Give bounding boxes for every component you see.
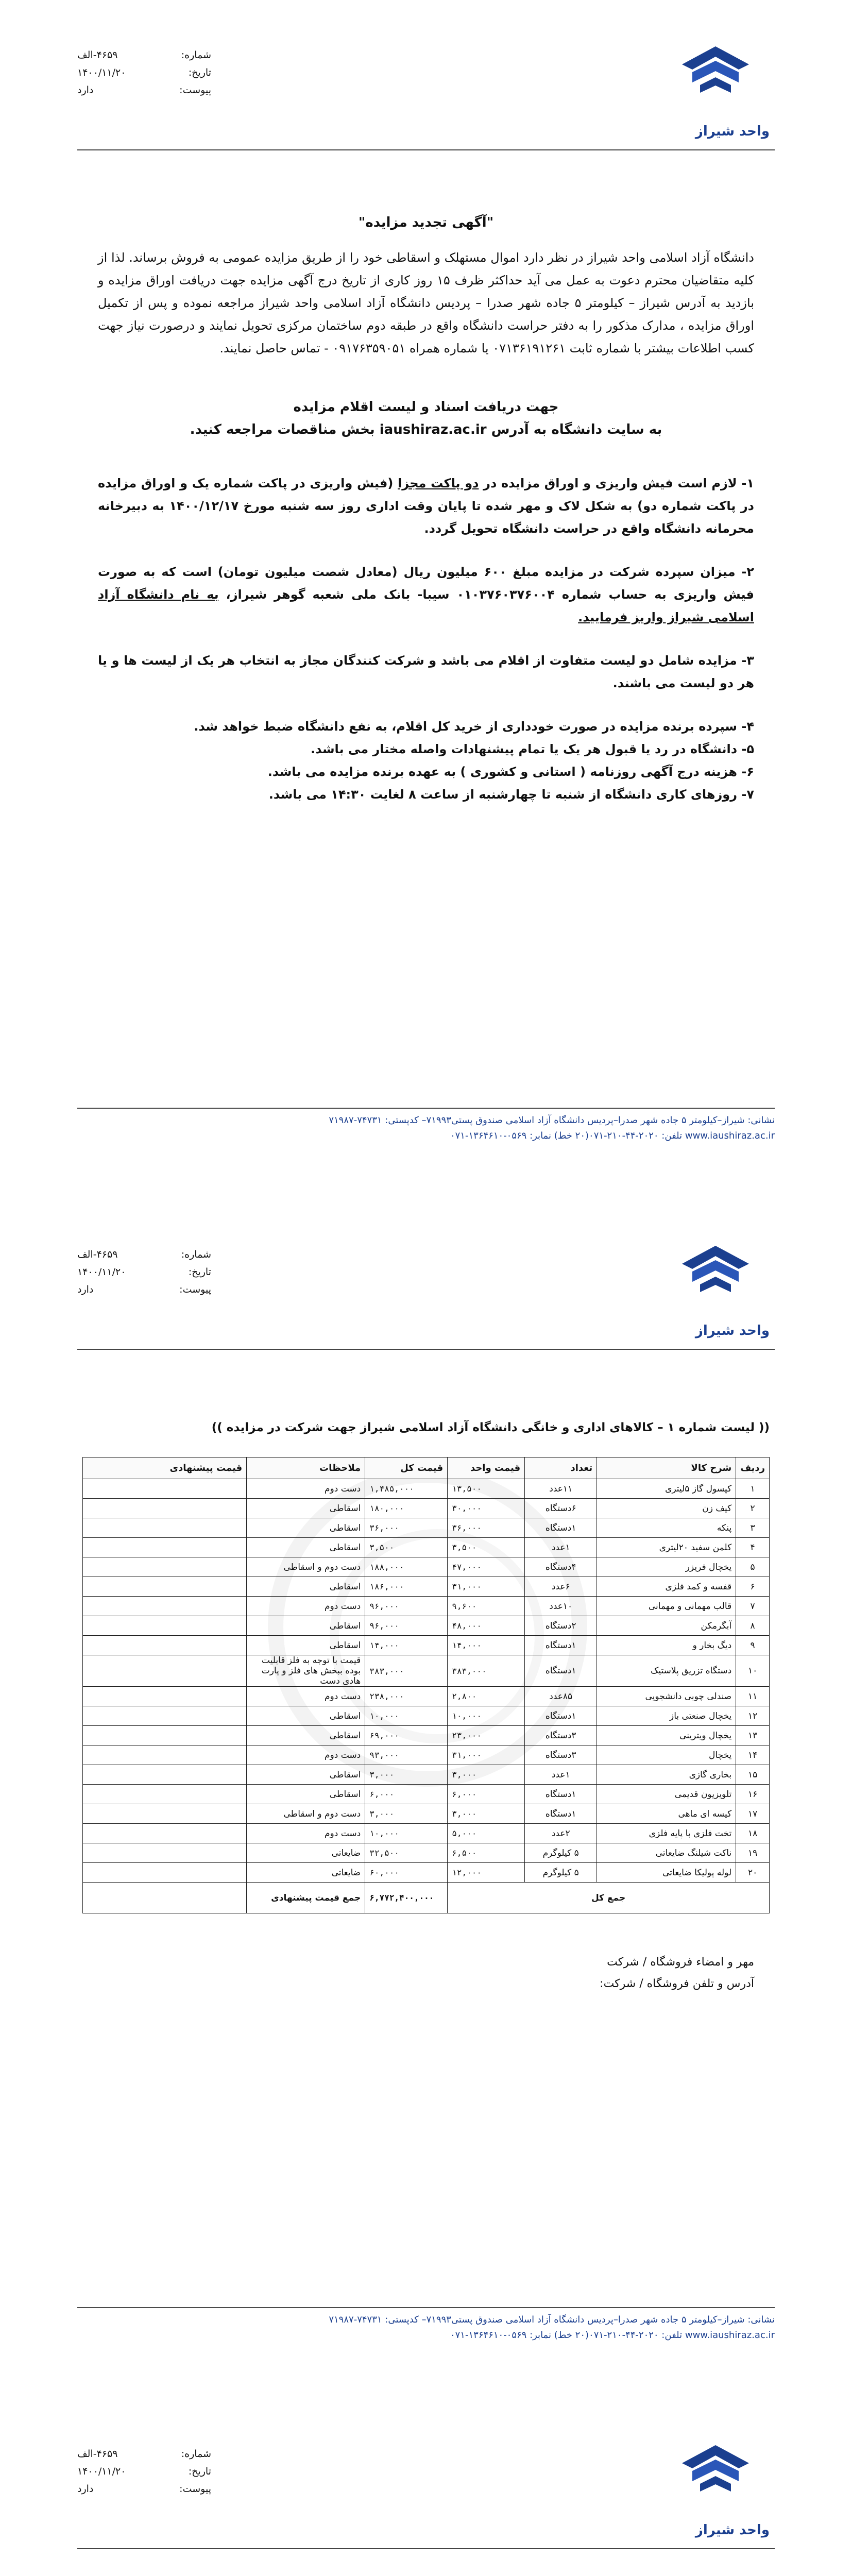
table-row xyxy=(83,1726,770,1745)
attach-value: دارد xyxy=(77,84,94,96)
cell-qty: ۲دستگاه xyxy=(525,1616,597,1636)
cell-offer[interactable] xyxy=(83,1655,247,1687)
condition-1 xyxy=(98,472,754,540)
condition-6: ۶- هزینه درج آگهی روزنامه ( استانی و کشوری ) به عهده برنده مزایده می باشد. xyxy=(267,765,754,779)
cell-total-price: ۶۹,۰۰۰ xyxy=(365,1726,448,1745)
list-1-title: (( لیست شماره ۱ – کالاهای اداری و خانگی دانشگاه آزاد اسلامی شیراز جهت شرکت در مزایده )) xyxy=(211,1421,770,1434)
date-label: تاریخ: xyxy=(188,1266,211,1278)
date-label: تاریخ: xyxy=(188,67,211,78)
cell-total-price: ۳۶,۰۰۰ xyxy=(365,1518,448,1538)
cell-offer[interactable] xyxy=(83,1843,247,1863)
cell-total-price: ۳۲,۵۰۰ xyxy=(365,1843,448,1863)
cell-row: ۹ xyxy=(736,1636,770,1655)
page-2 xyxy=(0,1199,852,2399)
header-divider xyxy=(77,2548,775,2549)
cell-qty: ۶دستگاه xyxy=(525,1499,597,1518)
cell-qty: ۵ کیلوگرم xyxy=(525,1843,597,1863)
cell-description: کپسول گاز ۵لیتری xyxy=(597,1479,736,1499)
table-row xyxy=(83,1706,770,1726)
header-divider xyxy=(77,1349,775,1350)
condition-5: ۵- دانشگاه در رد یا قبول هر یک یا تمام پیشنهادات واصله مختار می باشد. xyxy=(310,742,754,756)
cell-qty: ۱عدد xyxy=(525,1538,597,1557)
footer-address: نشانی: شیراز–کیلومتر ۵ جاده شهر صدرا–پردیس دانشگاه آزاد اسلامی صندوق پستی۷۱۹۹۳– کدپستی: ۷۴۷۳۱-۷۱۹۸۷ xyxy=(329,1115,775,1126)
cell-description: دیگ بخار و xyxy=(597,1636,736,1655)
cell-unit-price: ۳,۰۰۰ xyxy=(448,1765,525,1785)
cell-unit-price: ۳,۰۰۰ xyxy=(448,1804,525,1824)
cell-row: ۱۵ xyxy=(736,1765,770,1785)
cell-description: یخچال xyxy=(597,1745,736,1765)
cell-description: کلمن سفید ۲۰لیتری xyxy=(597,1538,736,1557)
cell-unit-price: ۵,۰۰۰ xyxy=(448,1824,525,1843)
cell-qty: ۴دستگاه xyxy=(525,1557,597,1577)
cell-description: بخاری گازی xyxy=(597,1765,736,1785)
total-offer-input[interactable] xyxy=(83,1883,247,1913)
letterhead xyxy=(77,2440,775,2538)
number-value: ۴۶۵۹-الف xyxy=(77,49,118,61)
page-footer xyxy=(77,1108,775,1154)
attach-label: پیوست: xyxy=(179,2483,211,2495)
total-label: جمع کل xyxy=(448,1883,770,1913)
cell-notes: دست دوم و اسقاطی xyxy=(247,1557,365,1577)
number-value: ۴۶۵۹-الف xyxy=(77,2448,118,2460)
table-row xyxy=(83,1597,770,1616)
cell-unit-price: ۳۰,۰۰۰ xyxy=(448,1499,525,1518)
cell-notes: اسقاطی xyxy=(247,1538,365,1557)
list-1-table xyxy=(82,1457,770,1913)
cell-unit-price: ۱۰,۰۰۰ xyxy=(448,1706,525,1726)
university-emblem-icon xyxy=(677,1241,754,1302)
condition-7: ۷- روزهای کاری دانشگاه از شنبه تا چهارشنبه از ساعت ۸ لغایت ۱۴:۳۰ می باشد. xyxy=(268,787,754,802)
letter-meta xyxy=(77,1246,211,1298)
notice-intro: دانشگاه آزاد اسلامی واحد شیراز در نظر دارد اموال مستهلک و اسقاطی خود را از طریق مزایده عمومی به فروش برساند. لذا از کلیه متقاضیان محترم دعوت به عمل می آید حداکثر ظرف ۱۵ روز کاری از تاریخ درج آگهی مزایده جهت دریافت اوراق مزایده و بازدید به آدرس شیراز – کیلومتر ۵ جاده شهر صدرا – پردیس دانشگاه آزاد اسلامی واحد شیراز مراجعه نموده و پس از تکمیل اوراق مزایده ، مدارک مذکور را به دفتر حراست دانشگاه واقع در طبقه دوم ساختمان مرکزی تحویل نمایند و درصورت نیاز جهت کسب اطلاعات بیشتر با شماره ثابت ۰۷۱۳۶۱۹۱۲۶۱ یا شماره همراه ۰۹۱۷۶۳۵۹۰۵۱ - تماس حاصل نمایند. xyxy=(98,250,754,355)
cell-row: ۱۳ xyxy=(736,1726,770,1745)
cell-offer[interactable] xyxy=(83,1745,247,1765)
university-emblem-icon xyxy=(677,41,754,103)
cell-offer[interactable] xyxy=(83,1499,247,1518)
cell-unit-price: ۳۱,۰۰۰ xyxy=(448,1745,525,1765)
cell-description: قفسه و کمد فلزی xyxy=(597,1577,736,1597)
cell-total-price: ۳۸۳,۰۰۰ xyxy=(365,1655,448,1687)
table-row xyxy=(83,1499,770,1518)
cell-unit-price: ۱۲,۰۰۰ xyxy=(448,1863,525,1883)
total-offer-label: جمع قیمت پیشنهادی xyxy=(247,1883,365,1913)
cell-notes: اسقاطی xyxy=(247,1726,365,1745)
cell-unit-price: ۹,۶۰۰ xyxy=(448,1597,525,1616)
footer-contact: www.iaushiraz.ac.ir تلفن: ۲۰۲۰-۴۴-۲۱۰-۰۷۱(۲۰ خط) نمابر: ۰۵۶۹-۱۳۶۴۶۱۰-۰۷۱ xyxy=(450,2330,775,2341)
cell-notes: اسقاطی xyxy=(247,1518,365,1538)
cell-unit-price: ۶,۰۰۰ xyxy=(448,1785,525,1804)
cell-notes: اسقاطی xyxy=(247,1616,365,1636)
attach-value: دارد xyxy=(77,1284,94,1295)
total-value: ۶,۷۷۲,۴۰۰,۰۰۰ xyxy=(365,1883,448,1913)
cell-row: ۱۹ xyxy=(736,1843,770,1863)
table-row xyxy=(83,1804,770,1824)
cell-row: ۱۶ xyxy=(736,1785,770,1804)
download-line: به سایت دانشگاه به آدرس iaushiraz.ac.ir بخش مناقصات مراجعه کنید. xyxy=(190,422,662,437)
list-1-total-row xyxy=(83,1883,770,1913)
attach-value: دارد xyxy=(77,2483,94,2495)
university-logo xyxy=(656,2440,775,2538)
table-row xyxy=(83,1538,770,1557)
cell-total-price: ۱۰,۰۰۰ xyxy=(365,1706,448,1726)
cell-description: ناکت شیلنگ ضایعاتی xyxy=(597,1843,736,1863)
cell-offer[interactable] xyxy=(83,1557,247,1577)
condition-1-a: ۱- لازم است فیش واریزی و اوراق مزایده در xyxy=(479,476,755,490)
cell-unit-price: ۳,۵۰۰ xyxy=(448,1538,525,1557)
table-row xyxy=(83,1655,770,1687)
col-qty: تعداد xyxy=(525,1458,597,1479)
footer-address: نشانی: شیراز–کیلومتر ۵ جاده شهر صدرا–پردیس دانشگاه آزاد اسلامی صندوق پستی۷۱۹۹۳– کدپستی: ۷۴۷۳۱-۷۱۹۸۷ xyxy=(329,2314,775,2325)
notice-body xyxy=(98,211,754,806)
cell-notes: اسقاطی xyxy=(247,1706,365,1726)
cell-total-price: ۱۸۸,۰۰۰ xyxy=(365,1557,448,1577)
cell-offer[interactable] xyxy=(83,1597,247,1616)
cell-description: یخچال صنعتی باز xyxy=(597,1706,736,1726)
table-row xyxy=(83,1785,770,1804)
notice-title: "آگهی تجدید مزایده" xyxy=(358,215,494,230)
cell-description: یخچال ویترینی xyxy=(597,1726,736,1745)
cell-notes: ضایعاتی xyxy=(247,1863,365,1883)
campus-name: واحد شیراز xyxy=(695,124,770,139)
campus-name: واحد شیراز xyxy=(695,2522,770,2538)
cell-offer[interactable] xyxy=(83,1706,247,1726)
cell-offer[interactable] xyxy=(83,1863,247,1883)
cell-unit-price: ۱۴,۰۰۰ xyxy=(448,1636,525,1655)
header-divider xyxy=(77,149,775,150)
cell-row: ۱۸ xyxy=(736,1824,770,1843)
cell-total-price: ۹۳,۰۰۰ xyxy=(365,1745,448,1765)
letterhead xyxy=(77,41,775,139)
cell-qty: ۱عدد xyxy=(525,1765,597,1785)
download-heading: جهت دریافت اسناد و لیست اقلام مزایده xyxy=(293,399,559,415)
cell-notes: اسقاطی xyxy=(247,1785,365,1804)
table-row xyxy=(83,1479,770,1499)
cell-row: ۱ xyxy=(736,1479,770,1499)
number-label: شماره: xyxy=(181,49,211,61)
table-row xyxy=(83,1863,770,1883)
cell-total-price: ۳,۰۰۰ xyxy=(365,1804,448,1824)
university-logo xyxy=(656,41,775,139)
col-notes: ملاحظات xyxy=(247,1458,365,1479)
date-value: ۱۴۰۰/۱۱/۲۰ xyxy=(77,67,126,78)
date-value: ۱۴۰۰/۱۱/۲۰ xyxy=(77,1266,126,1278)
cell-row: ۳ xyxy=(736,1518,770,1538)
cell-unit-price: ۳۸۳,۰۰۰ xyxy=(448,1655,525,1687)
cell-total-price: ۳,۰۰۰ xyxy=(365,1765,448,1785)
cell-description: لوله پولیکا ضایعاتی xyxy=(597,1863,736,1883)
number-label: شماره: xyxy=(181,2448,211,2460)
cell-offer[interactable] xyxy=(83,1479,247,1499)
table-row xyxy=(83,1557,770,1577)
table-row xyxy=(83,1577,770,1597)
cell-row: ۱۲ xyxy=(736,1706,770,1726)
number-value: ۴۶۵۹-الف xyxy=(77,1249,118,1260)
condition-2-a: ۲- میزان سپرده شرکت در مزایده مبلغ ۶۰۰ میلیون ریال (معادل شصت میلیون تومان) است که به صورت فیش واریزی به حساب شماره ۰۱۰۳۷۶۰۳۷۶۰۰۴ سیبا- بانک ملی شعبه گوهر شیراز، xyxy=(98,565,754,602)
date-label: تاریخ: xyxy=(188,2466,211,2477)
col-description: شرح کالا xyxy=(597,1458,736,1479)
cell-row: ۱۱ xyxy=(736,1687,770,1706)
cell-unit-price: ۴۷,۰۰۰ xyxy=(448,1557,525,1577)
number-label: شماره: xyxy=(181,1249,211,1260)
cell-description: صندلی چوبی دانشجویی xyxy=(597,1687,736,1706)
cell-qty: ۱۱عدد xyxy=(525,1479,597,1499)
col-row: ردیف xyxy=(736,1458,770,1479)
cell-offer[interactable] xyxy=(83,1765,247,1785)
cell-total-price: ۳,۵۰۰ xyxy=(365,1538,448,1557)
cell-qty: ۱دستگاه xyxy=(525,1804,597,1824)
cell-unit-price: ۴۸,۰۰۰ xyxy=(448,1616,525,1636)
cell-offer[interactable] xyxy=(83,1726,247,1745)
cell-qty: ۳دستگاه xyxy=(525,1745,597,1765)
col-total-price: قیمت کل xyxy=(365,1458,448,1479)
page-1 xyxy=(0,0,852,1199)
letter-meta xyxy=(77,46,211,99)
cell-notes: اسقاطی xyxy=(247,1765,365,1785)
cell-row: ۴ xyxy=(736,1538,770,1557)
cell-offer[interactable] xyxy=(83,1577,247,1597)
cell-notes: دست دوم xyxy=(247,1479,365,1499)
cell-total-price: ۹۶,۰۰۰ xyxy=(365,1597,448,1616)
cell-qty: ۵ کیلوگرم xyxy=(525,1863,597,1883)
cell-notes: ضایعاتی xyxy=(247,1843,365,1863)
cell-qty: ۱دستگاه xyxy=(525,1655,597,1687)
cell-row: ۲۰ xyxy=(736,1863,770,1883)
campus-name: واحد شیراز xyxy=(695,1323,770,1338)
cell-qty: ۱دستگاه xyxy=(525,1636,597,1655)
signature-block xyxy=(98,1952,754,1995)
cell-unit-price: ۲۳,۰۰۰ xyxy=(448,1726,525,1745)
cell-notes: دست دوم xyxy=(247,1597,365,1616)
col-offer: قیمت پیشنهادی xyxy=(83,1458,247,1479)
cell-total-price: ۱۴,۰۰۰ xyxy=(365,1636,448,1655)
cell-notes: دست دوم و اسقاطی xyxy=(247,1804,365,1824)
cell-qty: ۱دستگاه xyxy=(525,1785,597,1804)
cell-notes: دست دوم xyxy=(247,1687,365,1706)
cell-notes: اسقاطی xyxy=(247,1577,365,1597)
cell-description: آبگرمکن xyxy=(597,1616,736,1636)
signature-line: مهر و امضاء فروشگاه / شرکت xyxy=(607,1956,754,1969)
cell-description: پنکه xyxy=(597,1518,736,1538)
cell-row: ۵ xyxy=(736,1557,770,1577)
table-row xyxy=(83,1824,770,1843)
cell-unit-price: ۳۶,۰۰۰ xyxy=(448,1518,525,1538)
cell-total-price: ۱,۴۸۵,۰۰۰ xyxy=(365,1479,448,1499)
cell-description: دستگاه تزریق پلاستیک xyxy=(597,1655,736,1687)
cell-notes: دست دوم xyxy=(247,1824,365,1843)
letter-meta xyxy=(77,2445,211,2498)
university-logo xyxy=(656,1241,775,1338)
cell-qty: ۱۰عدد xyxy=(525,1597,597,1616)
cell-offer[interactable] xyxy=(83,1687,247,1706)
cell-description: تخت فلزی با پایه فلزی xyxy=(597,1824,736,1843)
university-emblem-icon xyxy=(677,2440,754,2502)
cell-description: کیف زن xyxy=(597,1499,736,1518)
cell-qty: ۳دستگاه xyxy=(525,1726,597,1745)
cell-offer[interactable] xyxy=(83,1538,247,1557)
table-row xyxy=(83,1636,770,1655)
letterhead xyxy=(77,1241,775,1338)
cell-total-price: ۶۰,۰۰۰ xyxy=(365,1863,448,1883)
table-row xyxy=(83,1843,770,1863)
date-value: ۱۴۰۰/۱۱/۲۰ xyxy=(77,2466,126,2477)
cell-offer[interactable] xyxy=(83,1616,247,1636)
condition-2-emph: به نام دانشگاه آزاد اسلامی شیراز واریز فرمایید. xyxy=(98,587,754,624)
table-row xyxy=(83,1518,770,1538)
attach-label: پیوست: xyxy=(179,84,211,96)
cell-row: ۱۰ xyxy=(736,1655,770,1687)
cell-row: ۲ xyxy=(736,1499,770,1518)
seller-address-line: آدرس و تلفن فروشگاه / شرکت: xyxy=(600,1977,754,1990)
cell-offer[interactable] xyxy=(83,1804,247,1824)
cell-qty: ۱دستگاه xyxy=(525,1706,597,1726)
cell-notes: قیمت با توجه به فلز قابلیت بوده ببخش های فلز و پارت هادی دست xyxy=(247,1655,365,1687)
cell-description: یخچال فریزر xyxy=(597,1557,736,1577)
condition-2 xyxy=(98,561,754,629)
cell-row: ۶ xyxy=(736,1577,770,1597)
condition-1-b: (فیش واریزی در پاکت شماره یک و اوراق مزایده در پاکت شماره دو) به شکل لاک و مهر شده تا پایان وقت اداری روز سه شنبه مورخ ۱۴۰۰/۱۲/۱۷ به دبیرخانه محرمانه دانشگاه واقع در حراست دانشگاه تحویل گردد. xyxy=(98,476,754,536)
cell-description: قالب مهمانی و مهمانی xyxy=(597,1597,736,1616)
attach-label: پیوست: xyxy=(179,1284,211,1295)
footer-contact: www.iaushiraz.ac.ir تلفن: ۲۰۲۰-۴۴-۲۱۰-۰۷۱(۲۰ خط) نمابر: ۰۵۶۹-۱۳۶۴۶۱۰-۰۷۱ xyxy=(450,1130,775,1141)
page-footer xyxy=(77,2307,775,2353)
table-header-row xyxy=(83,1458,770,1479)
cell-qty: ۸۵عدد xyxy=(525,1687,597,1706)
cell-row: ۱۴ xyxy=(736,1745,770,1765)
cell-total-price: ۱۸۰,۰۰۰ xyxy=(365,1499,448,1518)
col-unit-price: قیمت واحد xyxy=(448,1458,525,1479)
table-row xyxy=(83,1745,770,1765)
cell-notes: اسقاطی xyxy=(247,1499,365,1518)
cell-row: ۸ xyxy=(736,1616,770,1636)
cell-qty: ۶عدد xyxy=(525,1577,597,1597)
table-row xyxy=(83,1616,770,1636)
cell-offer[interactable] xyxy=(83,1824,247,1843)
cell-offer[interactable] xyxy=(83,1785,247,1804)
cell-description: کیسه ای ماهی xyxy=(597,1804,736,1824)
cell-notes: دست دوم xyxy=(247,1745,365,1765)
condition-1-emph: دو پاکت مجزا xyxy=(398,476,479,490)
cell-qty: ۲عدد xyxy=(525,1824,597,1843)
cell-unit-price: ۶,۵۰۰ xyxy=(448,1843,525,1863)
cell-description: تلویزیون قدیمی xyxy=(597,1785,736,1804)
cell-unit-price: ۳۱,۰۰۰ xyxy=(448,1577,525,1597)
cell-total-price: ۲۳۸,۰۰۰ xyxy=(365,1687,448,1706)
cell-unit-price: ۲,۸۰۰ xyxy=(448,1687,525,1706)
page-3 xyxy=(0,2399,852,2576)
cell-qty: ۱دستگاه xyxy=(525,1518,597,1538)
table-row xyxy=(83,1687,770,1706)
cell-row: ۷ xyxy=(736,1597,770,1616)
cell-total-price: ۹۶,۰۰۰ xyxy=(365,1616,448,1636)
cell-total-price: ۶,۰۰۰ xyxy=(365,1785,448,1804)
cell-total-price: ۱۸۶,۰۰۰ xyxy=(365,1577,448,1597)
cell-notes: اسقاطی xyxy=(247,1636,365,1655)
list-1-body xyxy=(83,1479,770,1883)
condition-3: ۳- مزایده شامل دو لیست متفاوت از اقلام می باشد و شرکت کنندگان مجاز به انتخاب هر یک از لیست ها و یا هر دو لیست می باشند. xyxy=(98,653,754,690)
cell-offer[interactable] xyxy=(83,1518,247,1538)
condition-4: ۴- سپرده برنده مزایده در صورت خودداری از خرید کل اقلام، به نفع دانشگاه ضبط خواهد شد. xyxy=(194,719,754,734)
cell-unit-price: ۱۳,۵۰۰ xyxy=(448,1479,525,1499)
cell-offer[interactable] xyxy=(83,1636,247,1655)
cell-total-price: ۱۰,۰۰۰ xyxy=(365,1824,448,1843)
cell-row: ۱۷ xyxy=(736,1804,770,1824)
table-row xyxy=(83,1765,770,1785)
